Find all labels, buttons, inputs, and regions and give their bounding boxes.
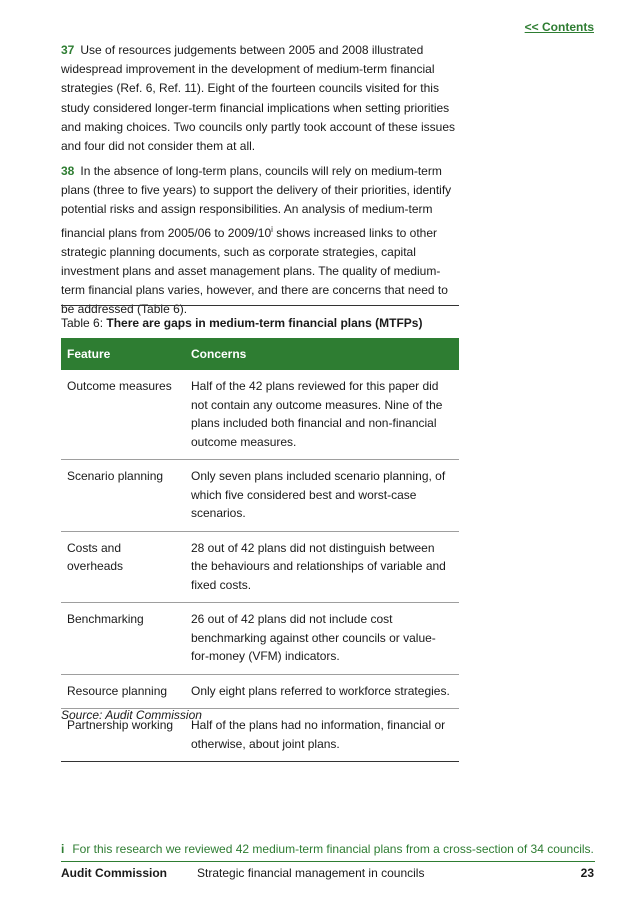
concerns-cell: 26 out of 42 plans did not include cost benchmarking against other councils or value-for-money (VFM) indicators. [185,603,459,675]
header-concerns: Concerns [185,338,459,370]
concerns-cell: Only seven plans included scenario planning, of which five considered best and worst-case scenarios. [185,460,459,532]
page-number: 23 [580,866,594,880]
concerns-cell: 28 out of 42 plans did not distinguish between the behaviours and relationships of variable and fixed costs. [185,531,459,603]
feature-cell: Outcome measures [61,370,185,460]
contents-link[interactable]: << Contents [524,20,594,34]
paragraph-text-after: shows increased links to other strategic planning documents, such as corporate strategies, capital investment plans and asset management plans. The quality of medium-term financial plans varies, however, and there are concerns that need to be addressed (Table 6). [61,225,448,317]
table-caption [61,316,422,330]
table-header-row [61,338,459,370]
section-divider [61,305,459,306]
footnote-reference[interactable]: i [271,224,273,234]
header-feature: Feature [61,338,185,370]
footer-divider [61,861,595,862]
table-row [61,674,459,709]
concerns-cell: Only eight plans referred to workforce strategies. [185,674,459,709]
paragraph-text-before: In the absence of long-term plans, councils will rely on medium-term plans (three to five years) to support the delivery of their priorities, identify potential risks and assign responsibilities. An analysis of medium-term financial plans from 2005/06 to 2009/10 [61,164,452,240]
table-source: Source: Audit Commission [61,708,202,722]
feature-cell: Partnership working [61,709,185,762]
concerns-cell: Half of the plans had no information, financial or otherwise, about joint plans. [185,709,459,762]
footer-document-title: Strategic financial management in councils [197,866,425,880]
feature-cell: Costs and overheads [61,531,185,603]
feature-cell: Scenario planning [61,460,185,532]
concerns-table [61,338,459,762]
footer-organisation: Audit Commission [61,866,168,880]
table-row [61,531,459,603]
table-row [61,370,459,460]
paragraph-37 [61,41,461,156]
paragraph-number: 38 [61,164,75,178]
paragraph-text: Use of resources judgements between 2005 and 2008 illustrated widespread improvement in the development of medium-term financial strategies (Ref. 6, Ref. 11). Eight of the fourteen councils visited for this study considered longer-term financial implications when setting priorities and making choices. Two councils only partly took account of these issues and four did not consider them at all. [61,43,455,154]
paragraph-38 [61,162,461,320]
concerns-cell: Half of the 42 plans reviewed for this paper did not contain any outcome measures. Nine of the plans included both financial and non-financial outcome measures. [185,370,459,460]
table-row [61,603,459,675]
paragraph-number: 37 [61,43,75,57]
feature-cell: Resource planning [61,674,185,709]
footnote [61,842,594,856]
footnote-text: For this research we reviewed 42 medium-term financial plans from a cross-section of 34 councils. [72,842,594,856]
table-row [61,460,459,532]
footnote-mark: i [61,842,65,856]
table-caption-title: There are gaps in medium-term financial plans (MTFPs) [106,316,423,330]
feature-cell: Benchmarking [61,603,185,675]
table-caption-prefix: Table 6: [61,316,107,330]
